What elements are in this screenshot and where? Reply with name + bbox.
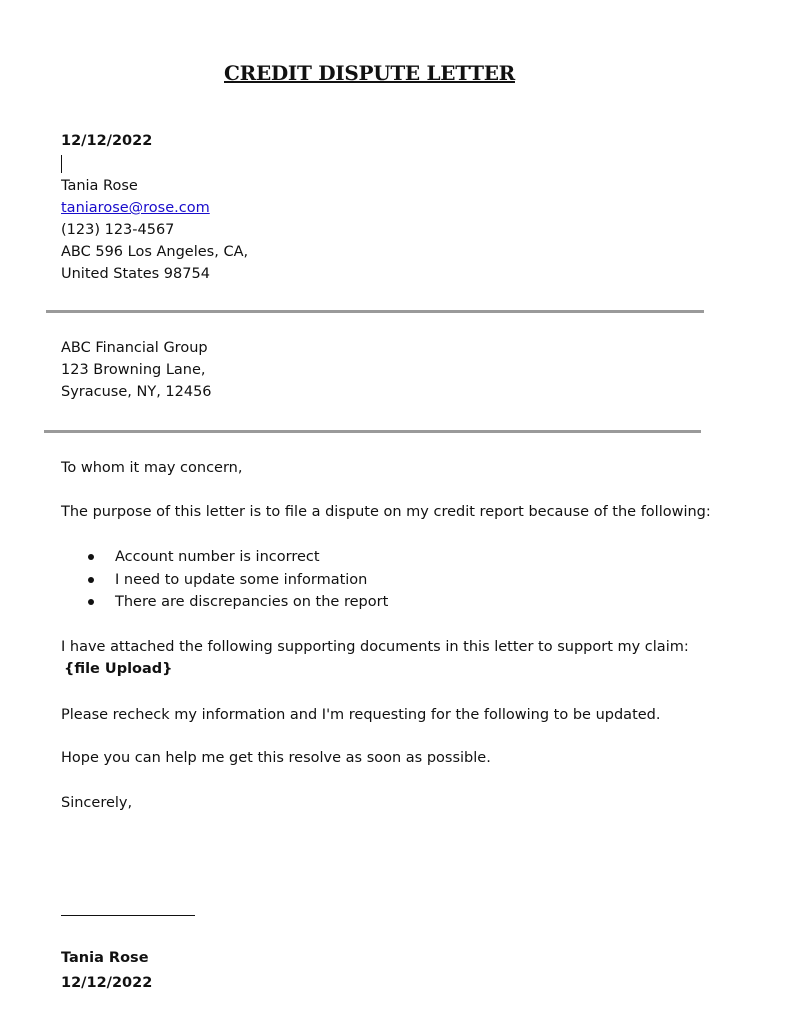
reason-text: Account number is incorrect xyxy=(115,549,320,565)
signature-name: Tania Rose xyxy=(61,950,149,966)
signature-date: 12/12/2022 xyxy=(61,975,153,991)
reason-text: I need to update some information xyxy=(115,571,368,588)
closing-hope: Hope you can help me get this resolve as soon as possible. xyxy=(61,750,491,766)
recipient-address-line1: 123 Browning Lane, xyxy=(61,362,206,378)
list-item xyxy=(61,546,388,569)
reason-text: There are discrepancies on the report xyxy=(115,594,389,610)
salutation: To whom it may concern, xyxy=(61,460,243,476)
divider-bottom xyxy=(44,430,701,433)
letter-title: CREDIT DISPUTE LETTER xyxy=(224,61,515,85)
sign-off: Sincerely, xyxy=(61,795,133,811)
attachments-intro: I have attached the following supporting documents in this letter to support my claim: xyxy=(61,639,689,655)
divider-top xyxy=(46,310,704,313)
request-paragraph: Please recheck my information and I'm requesting for the following to be updated. xyxy=(61,707,661,723)
sender-date: 12/12/2022 xyxy=(61,133,153,149)
recipient-name: ABC Financial Group xyxy=(61,340,208,356)
sender-name: Tania Rose xyxy=(61,178,138,194)
sender-address-line2: United States 98754 xyxy=(61,266,210,282)
reasons-list xyxy=(61,546,388,614)
file-upload-placeholder[interactable]: {file Upload} xyxy=(64,661,173,677)
bullet-icon xyxy=(88,599,94,605)
purpose-paragraph: The purpose of this letter is to file a dispute on my credit report because of the following: xyxy=(61,504,711,520)
signature-line xyxy=(61,915,195,916)
bullet-icon xyxy=(88,577,94,583)
sender-email-link[interactable]: taniarose@rose.com xyxy=(61,200,210,216)
list-item xyxy=(61,569,388,592)
list-item xyxy=(61,591,388,614)
bullet-icon xyxy=(88,554,94,560)
sender-address-line1: ABC 596 Los Angeles, CA, xyxy=(61,244,249,260)
text-cursor xyxy=(61,155,62,173)
recipient-address-line2: Syracuse, NY, 12456 xyxy=(61,384,212,400)
sender-phone: (123) 123-4567 xyxy=(61,222,175,238)
